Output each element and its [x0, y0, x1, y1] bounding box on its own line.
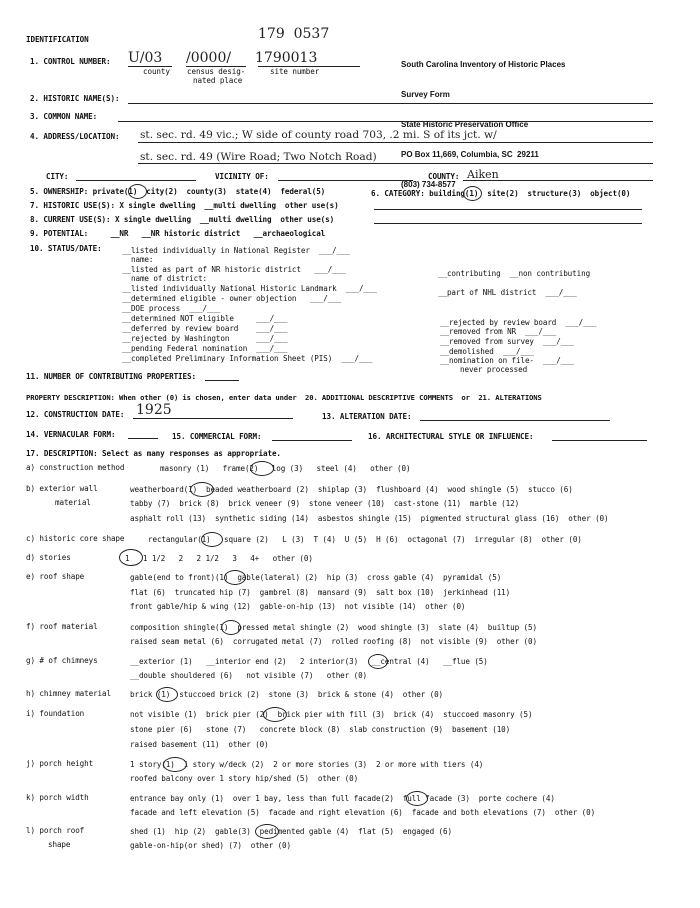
county-caption: county	[143, 67, 170, 76]
status-row: __deferred by review board ___/___	[122, 324, 288, 333]
site-number-hw: 1790013	[255, 50, 318, 66]
vicinity-label: VICINITY OF:	[215, 172, 269, 181]
control-number-label: 1. CONTROL NUMBER:	[30, 57, 111, 66]
agency-line-5: (803) 734-8577	[401, 180, 456, 189]
county-name-hw: Aiken	[467, 168, 499, 181]
architectural-style-label: 16. ARCHITECTURAL STYLE OR INFLUENCE:	[368, 432, 534, 441]
status-row: __listed as part of NR historic district ___/___	[122, 265, 346, 274]
desc-options: gable(end to front)(1) gable(lateral) (2) hip (3) cross gable (4) pyramidal (5)	[130, 573, 502, 582]
address-label: 4. ADDRESS/LOCATION:	[30, 132, 120, 141]
desc-label: g) # of chimneys	[26, 656, 98, 665]
status-row: name of district:	[131, 274, 208, 283]
agency-line-1: South Carolina Inventory of Historic Places	[401, 60, 566, 69]
vernacular-form-label: 14. VERNACULAR FORM:	[26, 430, 116, 439]
census-code-hw: /0000/	[186, 50, 232, 66]
address-line-1: st. sec. rd. 49 vic.; W side of county road 703, .2 mi. S of its jct. w/	[140, 129, 497, 141]
status-row: __pending Federal nomination ___/___	[122, 344, 288, 353]
status-row: __determined NOT eligible ___/___	[122, 314, 288, 323]
commercial-form-label: 15. COMMERCIAL FORM:	[172, 432, 262, 441]
desc-label: d) stories	[26, 553, 71, 562]
desc-options: brick (1) stuccoed brick (2) stone (3) brick & stone (4) other (0)	[130, 690, 444, 699]
status-row: __determined eligible - owner objection ___/___	[122, 294, 342, 303]
property-description-note: PROPERTY DESCRIPTION: When other (0) is chosen, enter data under 20. ADDITIONAL DESCRIPTIVE COMMENTS or 21. ALTERATIONS	[26, 393, 542, 402]
handwritten-file-number: 179 0537	[258, 26, 330, 42]
desc-label: a) construction method	[26, 463, 125, 472]
desc-label-2: shape	[48, 840, 71, 849]
status-right-row: __contributing __non contributing	[438, 269, 591, 278]
status-right-row: __demolished ___/___	[440, 347, 534, 356]
desc-options: 1 story(1) 1 story w/deck (2) 2 or more stories (3) 2 or more with tiers (4)	[130, 760, 484, 769]
city-label: CITY:	[46, 172, 69, 181]
desc-options: 1 1 1/2 2 2 1/2 3 4+ other (0)	[125, 554, 313, 563]
common-name-label: 3. COMMON NAME:	[30, 112, 98, 121]
status-right-row: never processed	[460, 365, 528, 374]
construction-date-label: 12. CONSTRUCTION DATE:	[26, 410, 125, 419]
desc-options: __double shouldered (6) not visible (7) other (0)	[130, 671, 368, 680]
desc-options: tabby (7) brick (8) brick veneer (9) stone veneer (10) cast-stone (11) marble (12)	[130, 499, 520, 508]
status-row: __completed Preliminary Information Sheet (PIS) ___/___	[122, 354, 373, 363]
county-label: COUNTY:	[428, 172, 460, 181]
desc-label-2: material	[55, 498, 91, 507]
desc-options: entrance bay only (1) over 1 bay, less than full facade(2) full facade (3) porte cochere (4)	[130, 794, 555, 803]
desc-options: weatherboard(1) beaded weatherboard (2) shiplap (3) flushboard (4) wood shingle (5) stucco (6)	[130, 485, 573, 494]
desc-options: raised seam metal (6) corrugated metal (7) rolled roofing (8) not visible (9) other (0)	[130, 637, 537, 646]
status-row: __DOE process ___/___	[122, 304, 221, 313]
status-right-row: __part of NHL district ___/___	[438, 288, 577, 297]
agency-line-3: State Historic Preservation Office	[401, 120, 529, 129]
status-right-row: __removed from survey ___/___	[440, 337, 575, 346]
status-row: __listed individually in National Register ___/___	[122, 246, 351, 255]
agency-line-4: PO Box 11,669, Columbia, SC 29211	[401, 150, 539, 159]
ownership-row: 5. OWNERSHIP: private(1) city(2) county(3) state(4) federal(5)	[30, 187, 326, 196]
desc-options: raised basement (11) other (0)	[130, 740, 269, 749]
county-code-hw: U/03	[128, 50, 163, 66]
census-caption-2: nated place	[193, 76, 243, 85]
census-caption: census desig-	[187, 67, 246, 76]
agency-line-2: Survey Form	[401, 90, 450, 99]
desc-label: c) historic core shape	[26, 534, 125, 543]
current-use-row: 8. CURRENT USE(S): X single dwelling __multi dwelling other use(s)	[30, 215, 335, 224]
desc-options: masonry (1) frame(2) log (3) steel (4) other (0)	[160, 464, 411, 473]
historic-name-label: 2. HISTORIC NAME(S):	[30, 94, 120, 103]
desc-options: front gable/hip & wing (12) gable-on-hip (13) not visible (14) other (0)	[130, 602, 466, 611]
desc-label: f) roof material	[26, 622, 98, 631]
desc-label: k) porch width	[26, 793, 89, 802]
construction-date-hw: 1925	[136, 402, 172, 418]
status-right-row: __nomination on file- ___/___	[440, 356, 575, 365]
contributing-properties-label: 11. NUMBER OF CONTRIBUTING PROPERTIES:	[26, 372, 196, 381]
desc-label: h) chimney material	[26, 689, 111, 698]
desc-options: __exterior (1) __interior end (2) 2 interior(3) __central (4) __flue (5)	[130, 657, 488, 666]
site-caption: site number	[270, 67, 320, 76]
desc-options: gable-on-hip(or shed) (7) other (0)	[130, 841, 291, 850]
category-row: 6. CATEGORY: building(1) site(2) structure(3) object(0)	[371, 189, 631, 198]
desc-label: j) porch height	[26, 759, 94, 768]
status-right-row: __removed from NR ___/___	[440, 327, 557, 336]
historic-use-row: 7. HISTORIC USE(S): X single dwelling __multi dwelling other use(s)	[30, 201, 339, 210]
status-right-row: __rejected by review board ___/___	[440, 318, 597, 327]
desc-options: facade and left elevation (5) facade and right elevation (6) facade and both elevations (7) other (0)	[130, 808, 596, 817]
identification-heading: IDENTIFICATION	[26, 35, 89, 44]
potential-row: 9. POTENTIAL: __NR __NR historic district __archaeological	[30, 229, 326, 238]
desc-options: rectangular(1) square (2) L (3) T (4) U (5) H (6) octagonal (7) irregular (8) other (0)	[148, 535, 582, 544]
desc-options: shed (1) hip (2) gable(3) pedimented gable (4) flat (5) engaged (6)	[130, 827, 452, 836]
desc-label: l) porch roof	[26, 826, 85, 835]
desc-label: i) foundation	[26, 709, 85, 718]
desc-options: composition shingle(1) pressed metal shingle (2) wood shingle (3) slate (4) builtup (5)	[130, 623, 537, 632]
desc-options: not visible (1) brick pier (2) brick pier with fill (3) brick (4) stuccoed masonry (5)	[130, 710, 533, 719]
desc-options: roofed balcony over 1 story hip/shed (5) other (0)	[130, 774, 359, 783]
address-line-2: st. sec. rd. 49 (Wire Road; Two Notch Road)	[140, 151, 377, 163]
desc-options: asphalt roll (13) synthetic siding (14) asbestos shingle (15) pigmented structural glass (16) other (0)	[130, 514, 609, 523]
desc-label: b) exterior wall	[26, 484, 98, 493]
status-row: __listed individually National Historic Landmark ___/___	[122, 284, 377, 293]
desc-options: flat (6) truncated hip (7) gambrel (8) mansard (9) salt box (10) jerkinhead (11)	[130, 588, 511, 597]
desc-options: stone pier (6) stone (7) concrete block (8) slab construction (9) basement (10)	[130, 725, 511, 734]
desc-label: e) roof shape	[26, 572, 85, 581]
status-row: name:	[131, 255, 154, 264]
alteration-date-label: 13. ALTERATION DATE:	[322, 412, 412, 421]
status-row: __rejected by Washington ___/___	[122, 334, 288, 343]
description-heading: 17. DESCRIPTION: Select as many responses as appropriate.	[26, 449, 281, 458]
status-label: 10. STATUS/DATE:	[30, 244, 102, 253]
